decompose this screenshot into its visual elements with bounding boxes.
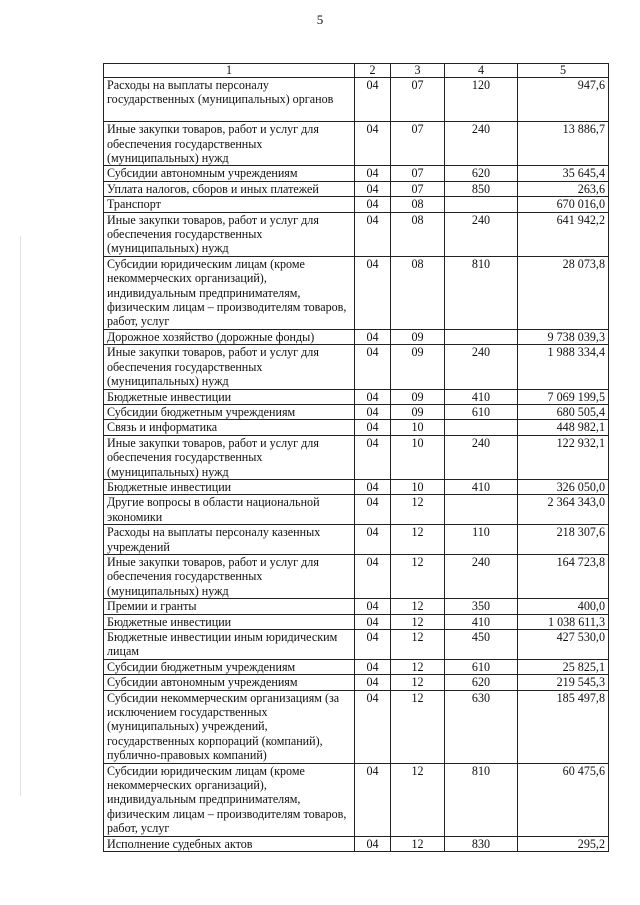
row-amount-cell: 1 038 611,3 <box>518 614 609 629</box>
row-name-cell: Субсидии бюджетным учреждениям <box>104 404 355 419</box>
row-section-cell: 04 <box>355 212 391 256</box>
row-name-cell: Субсидии бюджетным учреждениям <box>104 659 355 674</box>
row-section-cell: 04 <box>355 329 391 344</box>
row-subsection-cell: 12 <box>391 675 445 690</box>
table-row <box>104 345 609 389</box>
table-row <box>104 256 609 329</box>
row-name-cell: Бюджетные инвестиции <box>104 479 355 494</box>
row-name-cell: Иные закупки товаров, работ и услуг для обеспечения государственных (муниципальных) нужд <box>104 122 355 166</box>
row-subsection-cell: 12 <box>391 599 445 614</box>
row-amount-cell: 185 497,8 <box>518 690 609 763</box>
row-expense-type-cell: 450 <box>445 630 518 660</box>
table-row <box>104 122 609 166</box>
row-expense-type-cell: 830 <box>445 836 518 851</box>
header-col-3: 3 <box>391 64 445 78</box>
table-row <box>104 675 609 690</box>
row-expense-type-cell: 240 <box>445 554 518 598</box>
row-section-cell: 04 <box>355 554 391 598</box>
row-subsection-cell: 08 <box>391 256 445 329</box>
table-row <box>104 630 609 660</box>
table-row <box>104 420 609 435</box>
table-header <box>104 64 609 78</box>
row-name-cell: Иные закупки товаров, работ и услуг для обеспечения государственных (муниципальных) нужд <box>104 345 355 389</box>
row-amount-cell: 25 825,1 <box>518 659 609 674</box>
table-row <box>104 495 609 525</box>
row-section-cell: 04 <box>355 836 391 851</box>
row-name-cell: Уплата налогов, сборов и иных платежей <box>104 181 355 196</box>
row-section-cell: 04 <box>355 389 391 404</box>
row-expense-type-cell: 610 <box>445 404 518 419</box>
row-section-cell: 04 <box>355 763 391 836</box>
row-expense-type-cell: 240 <box>445 122 518 166</box>
row-name-cell: Иные закупки товаров, работ и услуг для обеспечения государственных (муниципальных) нужд <box>104 554 355 598</box>
row-subsection-cell: 09 <box>391 345 445 389</box>
header-col-2: 2 <box>355 64 391 78</box>
table-row <box>104 197 609 212</box>
row-name-cell: Премии и гранты <box>104 599 355 614</box>
row-name-cell: Транспорт <box>104 197 355 212</box>
scan-edge-line <box>20 236 21 796</box>
row-expense-type-cell: 240 <box>445 435 518 479</box>
row-subsection-cell: 10 <box>391 420 445 435</box>
row-name-cell: Иные закупки товаров, работ и услуг для обеспечения государственных (муниципальных) нужд <box>104 435 355 479</box>
row-expense-type-cell: 620 <box>445 675 518 690</box>
header-col-4: 4 <box>445 64 518 78</box>
row-expense-type-cell: 810 <box>445 256 518 329</box>
row-expense-type-cell <box>445 197 518 212</box>
row-name-cell: Дорожное хозяйство (дорожные фонды) <box>104 329 355 344</box>
table-row <box>104 836 609 851</box>
row-subsection-cell: 12 <box>391 614 445 629</box>
row-subsection-cell: 07 <box>391 166 445 181</box>
row-section-cell: 04 <box>355 181 391 196</box>
page-number: 5 <box>316 12 324 27</box>
row-section-cell: 04 <box>355 404 391 419</box>
row-amount-cell: 28 073,8 <box>518 256 609 329</box>
row-expense-type-cell: 350 <box>445 599 518 614</box>
table-row <box>104 212 609 256</box>
row-expense-type-cell: 630 <box>445 690 518 763</box>
row-subsection-cell: 12 <box>391 836 445 851</box>
row-section-cell: 04 <box>355 599 391 614</box>
row-amount-cell: 400,0 <box>518 599 609 614</box>
row-amount-cell: 448 982,1 <box>518 420 609 435</box>
row-name-cell: Бюджетные инвестиции иным юридическим лицам <box>104 630 355 660</box>
row-name-cell: Бюджетные инвестиции <box>104 614 355 629</box>
row-expense-type-cell: 240 <box>445 212 518 256</box>
budget-table <box>103 63 609 852</box>
row-name-cell: Субсидии юридическим лицам (кроме некоммерческих организаций), индивидуальным предпринимателям, физическим лицам – производителям товаров, работ, услуг <box>104 256 355 329</box>
row-subsection-cell: 08 <box>391 197 445 212</box>
row-amount-cell: 7 069 199,5 <box>518 389 609 404</box>
row-expense-type-cell: 120 <box>445 78 518 122</box>
row-name-cell: Расходы на выплаты персоналу государственных (муниципальных) органов <box>104 78 355 122</box>
table-row <box>104 166 609 181</box>
row-name-cell: Другие вопросы в области национальной экономики <box>104 495 355 525</box>
table-row <box>104 181 609 196</box>
row-amount-cell: 2 364 343,0 <box>518 495 609 525</box>
row-subsection-cell: 07 <box>391 122 445 166</box>
table-body <box>104 78 609 852</box>
row-amount-cell: 427 530,0 <box>518 630 609 660</box>
row-subsection-cell: 09 <box>391 404 445 419</box>
row-expense-type-cell: 850 <box>445 181 518 196</box>
row-subsection-cell: 10 <box>391 479 445 494</box>
row-expense-type-cell: 110 <box>445 525 518 555</box>
row-amount-cell: 326 050,0 <box>518 479 609 494</box>
row-expense-type-cell: 410 <box>445 389 518 404</box>
row-expense-type-cell <box>445 420 518 435</box>
row-subsection-cell: 12 <box>391 690 445 763</box>
table-row <box>104 329 609 344</box>
row-subsection-cell: 12 <box>391 630 445 660</box>
row-name-cell: Субсидии автономным учреждениям <box>104 166 355 181</box>
row-name-cell: Связь и информатика <box>104 420 355 435</box>
row-subsection-cell: 12 <box>391 659 445 674</box>
row-section-cell: 04 <box>355 345 391 389</box>
row-subsection-cell: 07 <box>391 181 445 196</box>
table-row <box>104 404 609 419</box>
row-expense-type-cell <box>445 329 518 344</box>
row-amount-cell: 670 016,0 <box>518 197 609 212</box>
row-section-cell: 04 <box>355 166 391 181</box>
row-name-cell: Бюджетные инвестиции <box>104 389 355 404</box>
row-amount-cell: 9 738 039,3 <box>518 329 609 344</box>
row-section-cell: 04 <box>355 78 391 122</box>
row-section-cell: 04 <box>355 630 391 660</box>
row-expense-type-cell: 610 <box>445 659 518 674</box>
row-amount-cell: 641 942,2 <box>518 212 609 256</box>
row-subsection-cell: 12 <box>391 554 445 598</box>
row-section-cell: 04 <box>355 122 391 166</box>
row-expense-type-cell: 620 <box>445 166 518 181</box>
row-amount-cell: 680 505,4 <box>518 404 609 419</box>
row-name-cell: Субсидии некоммерческим организациям (за исключением государственных (муниципальных) учреждений, государственных корпораций (компаний), публично-правовых компаний) <box>104 690 355 763</box>
row-subsection-cell: 08 <box>391 212 445 256</box>
row-expense-type-cell: 810 <box>445 763 518 836</box>
row-section-cell: 04 <box>355 420 391 435</box>
row-section-cell: 04 <box>355 659 391 674</box>
row-section-cell: 04 <box>355 675 391 690</box>
row-amount-cell: 263,6 <box>518 181 609 196</box>
row-section-cell: 04 <box>355 690 391 763</box>
row-section-cell: 04 <box>355 197 391 212</box>
row-expense-type-cell: 410 <box>445 614 518 629</box>
table-row <box>104 435 609 479</box>
row-amount-cell: 164 723,8 <box>518 554 609 598</box>
row-expense-type-cell: 240 <box>445 345 518 389</box>
row-subsection-cell: 07 <box>391 78 445 122</box>
row-subsection-cell: 09 <box>391 329 445 344</box>
row-name-cell: Расходы на выплаты персоналу казенных учреждений <box>104 525 355 555</box>
row-name-cell: Исполнение судебных актов <box>104 836 355 851</box>
row-section-cell: 04 <box>355 256 391 329</box>
row-amount-cell: 219 545,3 <box>518 675 609 690</box>
row-section-cell: 04 <box>355 525 391 555</box>
row-section-cell: 04 <box>355 479 391 494</box>
row-subsection-cell: 09 <box>391 389 445 404</box>
row-amount-cell: 35 645,4 <box>518 166 609 181</box>
table-row <box>104 659 609 674</box>
row-subsection-cell: 12 <box>391 763 445 836</box>
row-amount-cell: 218 307,6 <box>518 525 609 555</box>
row-section-cell: 04 <box>355 495 391 525</box>
row-name-cell: Субсидии юридическим лицам (кроме некоммерческих организаций), индивидуальным предпринимателям, физическим лицам – производителям товаров, работ, услуг <box>104 763 355 836</box>
row-expense-type-cell <box>445 495 518 525</box>
row-subsection-cell: 12 <box>391 525 445 555</box>
row-amount-cell: 60 475,6 <box>518 763 609 836</box>
header-row <box>104 64 609 78</box>
row-amount-cell: 1 988 334,4 <box>518 345 609 389</box>
table-row <box>104 389 609 404</box>
row-subsection-cell: 12 <box>391 495 445 525</box>
row-subsection-cell: 10 <box>391 435 445 479</box>
row-amount-cell: 13 886,7 <box>518 122 609 166</box>
row-section-cell: 04 <box>355 435 391 479</box>
row-section-cell: 04 <box>355 614 391 629</box>
table-row <box>104 763 609 836</box>
row-amount-cell: 122 932,1 <box>518 435 609 479</box>
table-row <box>104 525 609 555</box>
table-row <box>104 554 609 598</box>
row-amount-cell: 947,6 <box>518 78 609 122</box>
row-amount-cell: 295,2 <box>518 836 609 851</box>
table-row <box>104 690 609 763</box>
table-row <box>104 479 609 494</box>
table-row <box>104 599 609 614</box>
table-row <box>104 78 609 122</box>
row-expense-type-cell: 410 <box>445 479 518 494</box>
header-col-1: 1 <box>104 64 355 78</box>
table-row <box>104 614 609 629</box>
row-name-cell: Субсидии автономным учреждениям <box>104 675 355 690</box>
row-name-cell: Иные закупки товаров, работ и услуг для обеспечения государственных (муниципальных) нужд <box>104 212 355 256</box>
header-col-5: 5 <box>518 64 609 78</box>
